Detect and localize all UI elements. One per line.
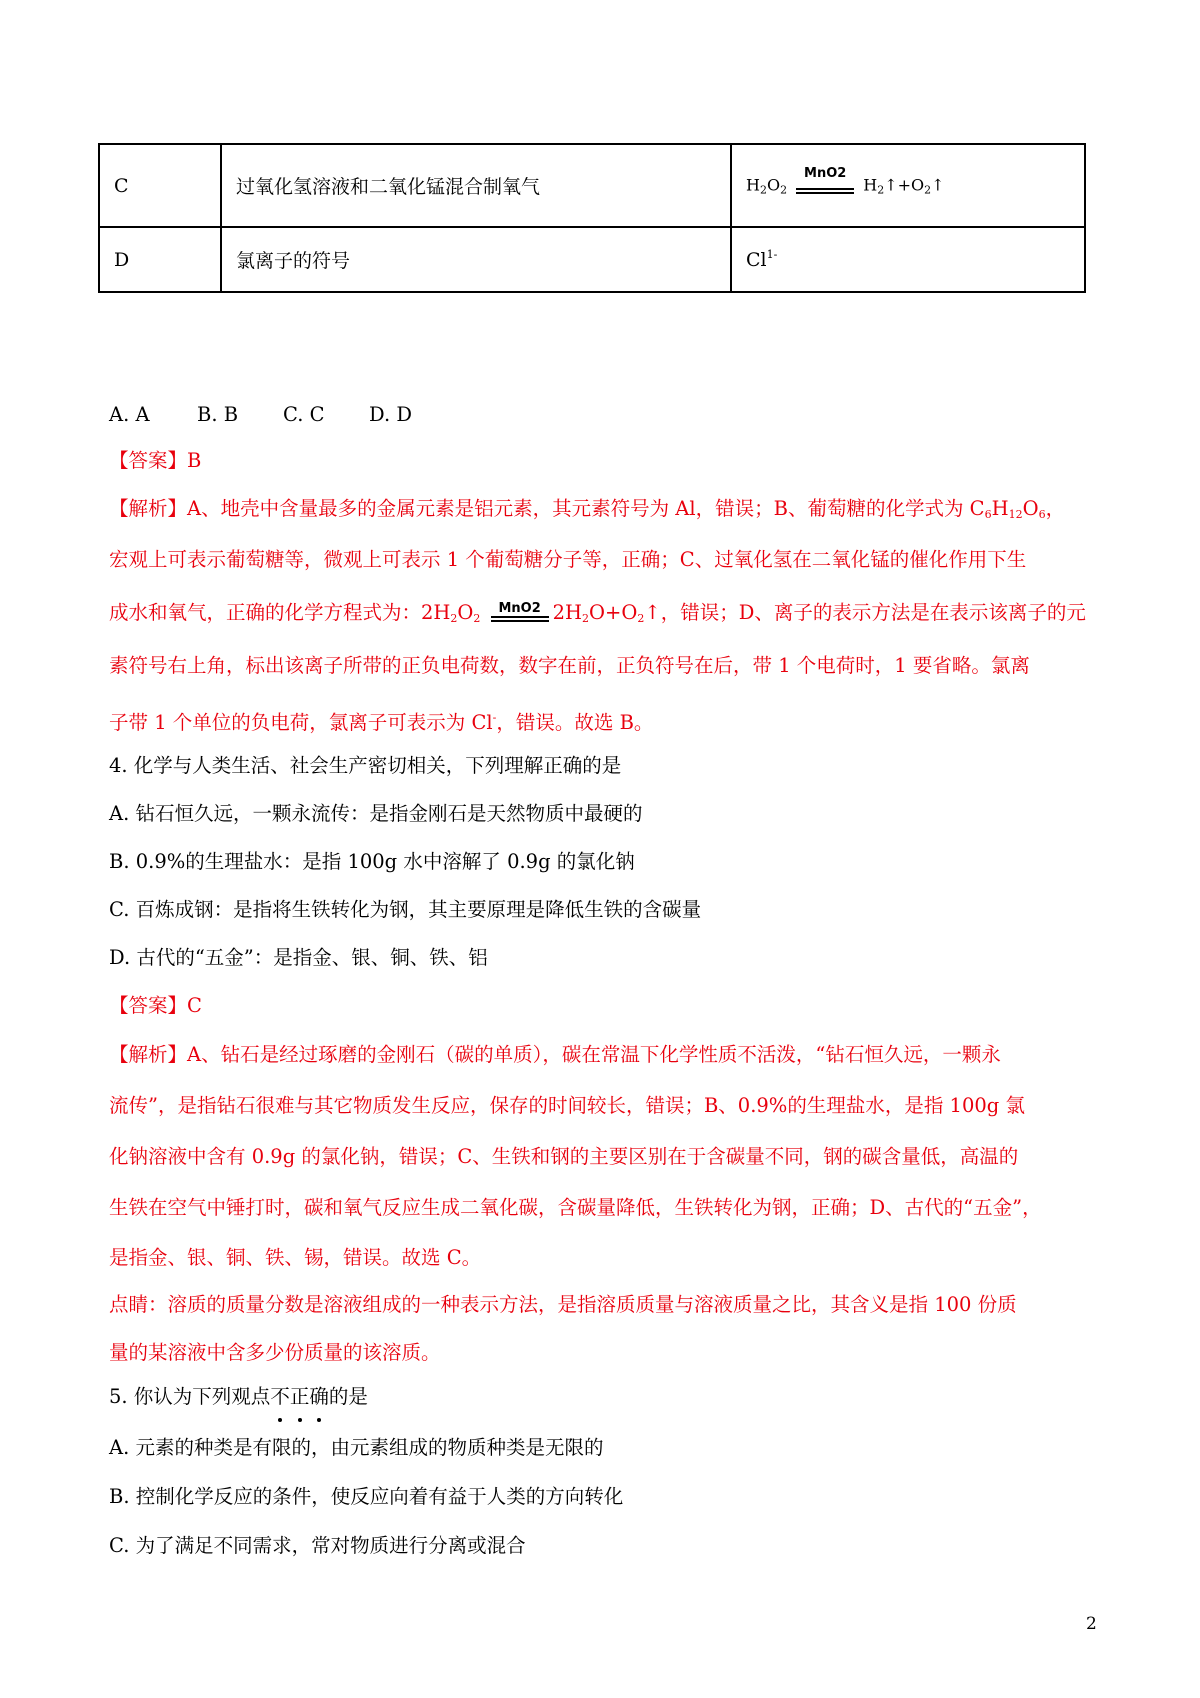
q4-tip-line: 点睛：溶质的质量分数是溶液组成的一种表示方法，是指溶质质量与溶液质量之比，其含义是指 100 份质: [109, 1293, 1017, 1316]
q4-analysis-line: 化钠溶液中含有 0.9g 的氯化钠，错误；C、生铁和钢的主要区别在于含碳量不同，钢的碳含量低，高温的: [109, 1145, 1019, 1168]
q5-option-a: A. 元素的种类是有限的，由元素组成的物质种类是无限的: [109, 1436, 604, 1459]
q3-analysis-line: 子带 1 个单位的负电荷，氯离子可表示为 Cl-，错误。故选 B。: [109, 711, 654, 734]
q4-option-d: D. 古代的“五金”：是指金、银、铜、铁、铝: [109, 946, 488, 969]
q4-tip-line: 量的某溶液中含多少份质量的该溶质。: [109, 1341, 441, 1364]
row-symbol: $Cl^{1-}$: [731, 227, 1085, 292]
q4-option-a: A. 钻石恒久远，一颗永流传：是指金刚石是天然物质中最硬的: [109, 802, 643, 825]
option-b: B. B: [197, 403, 239, 426]
q4-analysis-line: 流传”，是指钻石很难与其它物质发生反应，保存的时间较长，错误；B、0.9%的生理盐水，是指 100g 氯: [109, 1094, 1025, 1117]
q4-option-b: B. 0.9%的生理盐水：是指 100g 水中溶解了 0.9g 的氯化钠: [109, 850, 635, 873]
answer-options: [109, 400, 412, 430]
table-row: [99, 227, 1085, 292]
q4-analysis-line: 生铁在空气中锤打时，碳和氧气反应生成二氧化碳，含碳量降低，生铁转化为钢，正确；D、古代的“五金”，: [109, 1196, 1042, 1219]
emphasis-dot-char: 确: [309, 1382, 329, 1412]
q3-answer: 【答案】B: [109, 449, 202, 472]
q5-option-c: C. 为了满足不同需求，常对物质进行分离或混合: [109, 1534, 526, 1557]
q4-option-c: C. 百炼成钢：是指将生铁转化为钢，其主要原理是降低生铁的含碳量: [109, 898, 702, 921]
reaction-condition: MnO2: [796, 175, 854, 197]
page-number: 2: [1086, 1614, 1097, 1634]
option-d: D. D: [369, 403, 412, 426]
q4-stem: 4. 化学与人类生活、社会生产密切相关，下列理解正确的是: [109, 754, 622, 777]
option-c: C. C: [283, 403, 325, 426]
q5-stem: 5. 你认为下列观点不正确的是: [109, 1382, 368, 1412]
table-row: [99, 144, 1085, 227]
q3-analysis-line: 素符号右上角，标出该离子所带的正负电荷数，数字在前，正负符号在后，带 1 个电荷时，1 要省略。氯离: [109, 654, 1030, 677]
row-description: 氯离子的符号: [221, 227, 731, 292]
reaction-condition: MnO2: [491, 603, 549, 625]
emphasis-dot-char: 正: [290, 1382, 310, 1412]
option-a: A. A: [109, 403, 150, 426]
q4-analysis-line: 【解析】A、钻石是经过琢磨的金刚石（碳的单质），碳在常温下化学性质不活泼，“钻石恒久远，一颗永: [109, 1043, 1001, 1066]
row-description: 过氧化氢溶液和二氧化锰混合制氧气: [221, 144, 731, 227]
q3-analysis-line: 成水和氧气，正确的化学方程式为：$2H_2O_2$ MnO2 $2H_2O+O_2↑$，错误；D、离子的表示方法是在表示该离子的元: [109, 600, 1086, 625]
row-label: C: [99, 144, 221, 227]
question-table: [98, 143, 1086, 293]
q4-analysis-line: 是指金、银、铜、铁、锡，错误。故选 C。: [109, 1246, 482, 1269]
q5-option-b: B. 控制化学反应的条件，使反应向着有益于人类的方向转化: [109, 1485, 624, 1508]
q3-analysis-line: 宏观上可表示葡萄糖等，微观上可表示 1 个葡萄糖分子等，正确；C、过氧化氢在二氧化锰的催化作用下生: [109, 548, 1027, 571]
q4-answer: 【答案】C: [109, 994, 202, 1017]
emphasis-dot-char: 不: [270, 1382, 290, 1412]
row-equation: $H_2O_2$ MnO2 $H_2↑+O_2↑$: [731, 144, 1085, 227]
row-label: D: [99, 227, 221, 292]
q3-analysis-line: 【解析】A、地壳中含量最多的金属元素是铝元素，其元素符号为 Al，错误；B、葡萄糖的化学式为 $C_6H_{12}O_6$，: [109, 497, 1066, 521]
